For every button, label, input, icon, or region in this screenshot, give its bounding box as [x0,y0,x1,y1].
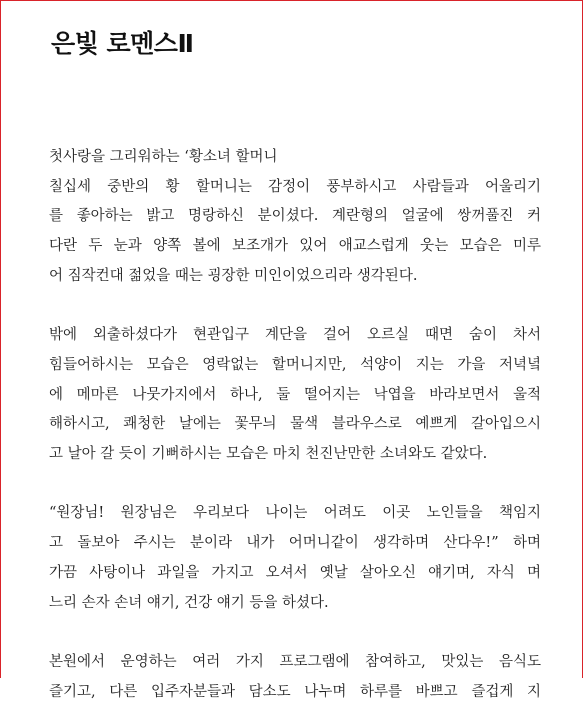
text-line: 밖에 외출하셨다가 현관입구 계단을 걸어 오르실 때면 숨이 차서 [49,327,541,344]
text-line: 느리 손자 손녀 얘기, 건강 얘기 등을 하셨다. [49,594,329,611]
text-line: 즐기고, 다른 입주자분들과 담소도 나누며 하루를 바쁘고 즐겁게 지 [49,683,541,700]
paragraph-gap [49,292,541,322]
text-line: 고 돌보아 주시는 분이라 내가 어머니같이 생각하며 산다우!” 하며 [49,535,541,552]
article-body [49,143,541,707]
subheading-line: 첫사랑을 그리워하는 ‘황소녀 할머니 [49,149,278,165]
paragraph-gap [49,470,541,500]
text-line: 본원에서 운영하는 여러 가지 프로그램에 참여하고, 맛있는 음식도 [49,653,541,670]
text-line: 다란 두 눈과 양쪽 볼에 보조개가 있어 애교스럽게 웃는 모습은 미루 [49,238,541,255]
text-line: 에 메마른 나뭇가지에서 하나, 둘 떨어지는 낙엽을 바라보면서 울적 [49,386,541,403]
text-line: 고 날아 갈 듯이 기뻐하시는 모습은 마치 천진난만한 소녀와도 같았다. [49,446,488,463]
text-line: 해하시고, 쾌청한 날에는 꽃무늬 물색 블라우스로 예쁘게 갈아입으시 [49,416,541,433]
text-line: 힘들어하시는 모습은 영락없는 할머니지만, 석양이 지는 가을 저녁녘 [49,356,541,373]
text-line: 칠십세 중반의 황 할머니는 감정이 풍부하시고 사람들과 어울리기 [49,178,541,195]
paragraph-gap [49,618,541,648]
text-line: “원장님! 원장님은 우리보다 나이는 어려도 이곳 노인들을 책임지 [49,505,541,522]
text-line: 를 좋아하는 밝고 명랑하신 분이셨다. 계란형의 얼굴에 쌍꺼풀진 커 [49,208,541,225]
text-line: 가끔 사탕이나 과일을 가지고 오셔서 옛날 살아오신 얘기며, 자식 며 [49,564,541,581]
text-line: 어 짐작컨대 젊었을 때는 굉장한 미인이었으리라 생각된다. [49,267,418,284]
page-title: 은빛 로멘스Ⅱ [51,29,194,58]
